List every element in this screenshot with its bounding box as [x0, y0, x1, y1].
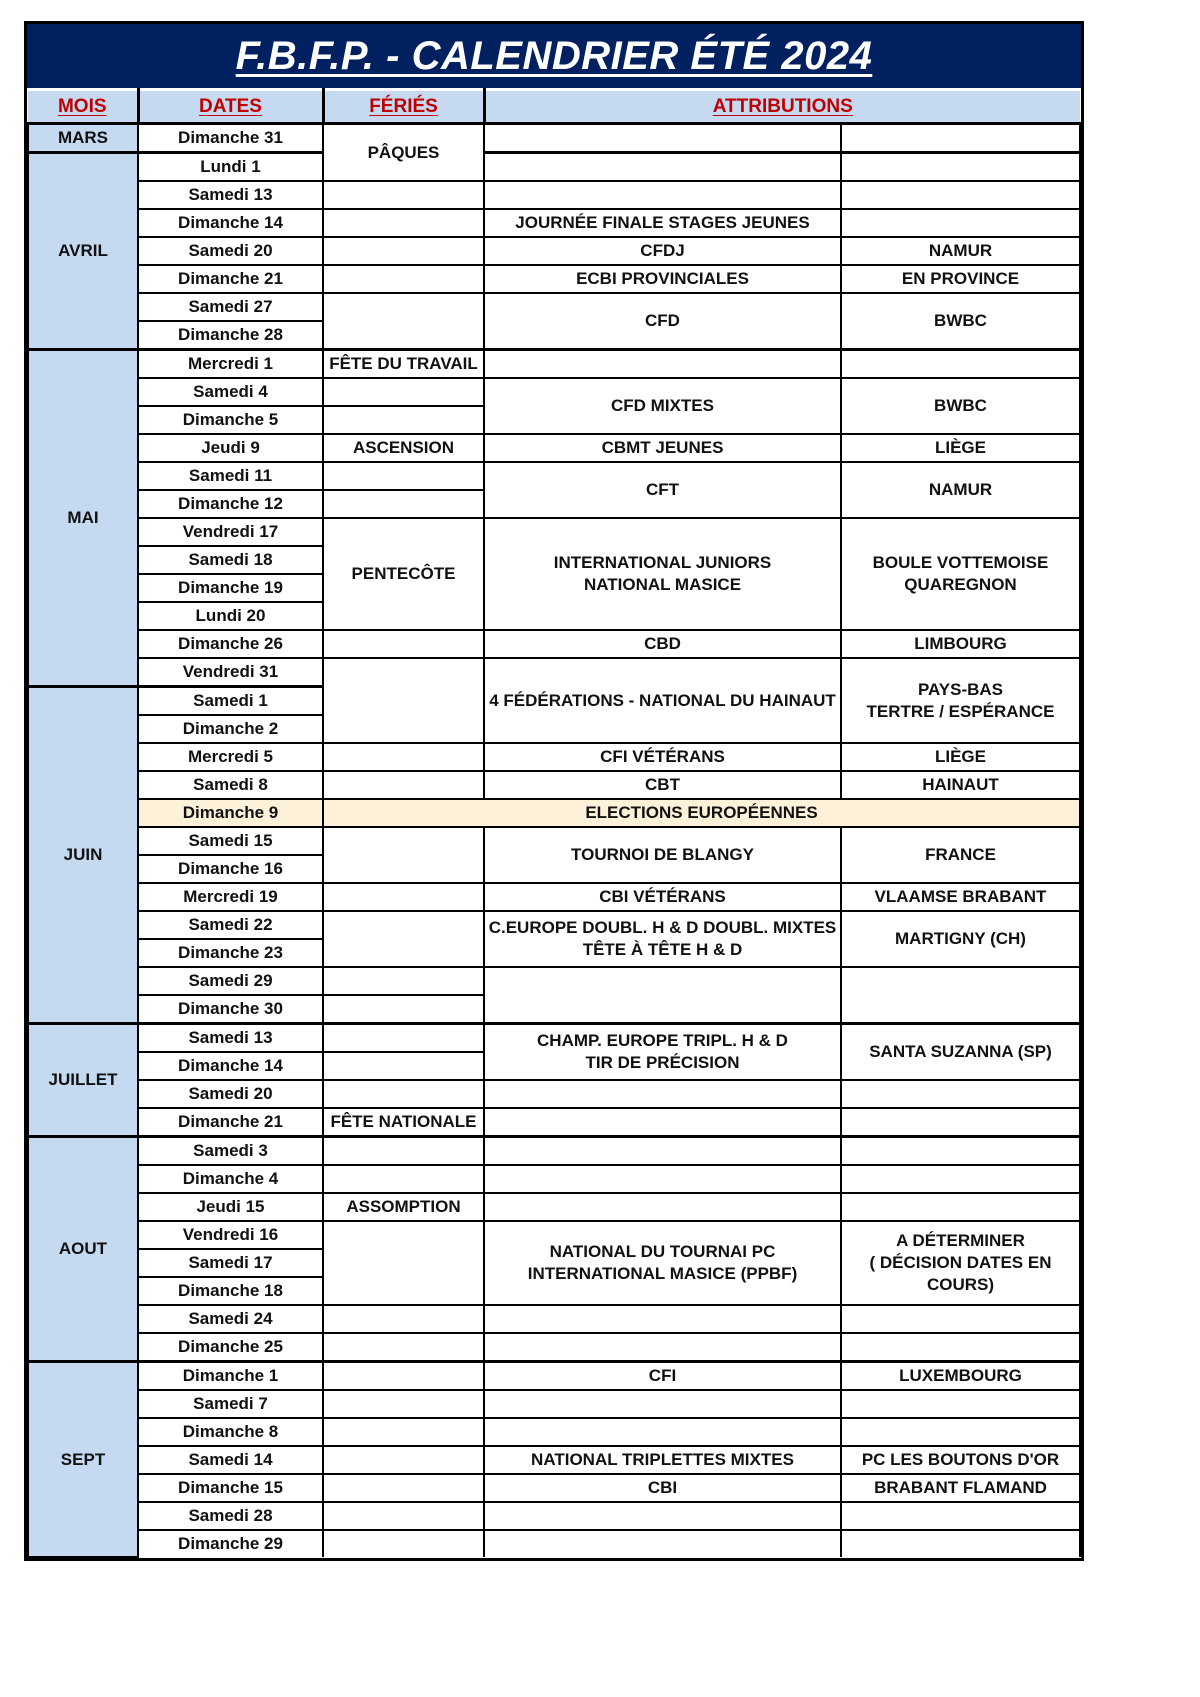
event-cell: 4 FÉDÉRATIONS - NATIONAL DU HAINAUT — [484, 658, 841, 743]
table-row — [28, 743, 1080, 771]
event-cell — [484, 1165, 841, 1193]
holiday-cell — [323, 293, 484, 350]
table-row — [28, 630, 1080, 658]
month-cell: AVRIL — [28, 153, 138, 350]
event-cell — [484, 181, 841, 209]
date-cell: Samedi 27 — [138, 293, 323, 321]
location-cell — [841, 153, 1080, 182]
date-cell: Dimanche 30 — [138, 995, 323, 1024]
location-cell: BOULE VOTTEMOISE QUAREGNON — [841, 518, 1080, 630]
month-cell: AOUT — [28, 1137, 138, 1362]
location-cell: VLAAMSE BRABANT — [841, 883, 1080, 911]
date-cell: Dimanche 8 — [138, 1418, 323, 1446]
table-row — [28, 771, 1080, 799]
table-row — [28, 1530, 1080, 1557]
event-cell: C.EUROPE DOUBL. H & D DOUBL. MIXTES TÊTE À TÊTE H & D — [484, 911, 841, 967]
holiday-cell — [323, 1418, 484, 1446]
holiday-cell — [323, 1080, 484, 1108]
location-cell — [841, 967, 1080, 1024]
holiday-cell — [323, 771, 484, 799]
holiday-cell — [323, 1052, 484, 1080]
table-row — [28, 462, 1080, 490]
holiday-cell — [323, 1221, 484, 1305]
date-cell: Samedi 17 — [138, 1249, 323, 1277]
holiday-cell — [323, 911, 484, 967]
table-row — [28, 1137, 1080, 1166]
table-row — [28, 1165, 1080, 1193]
date-cell: Samedi 22 — [138, 911, 323, 939]
date-cell: Dimanche 26 — [138, 630, 323, 658]
location-cell: A DÉTERMINER ( DÉCISION DATES EN COURS) — [841, 1221, 1080, 1305]
date-cell: Samedi 14 — [138, 1446, 323, 1474]
location-cell — [841, 1193, 1080, 1221]
date-cell: Dimanche 31 — [138, 124, 323, 153]
holiday-cell — [323, 378, 484, 406]
date-cell: Dimanche 12 — [138, 490, 323, 518]
holiday-cell — [323, 883, 484, 911]
event-cell: CBT — [484, 771, 841, 799]
date-cell: Dimanche 21 — [138, 1108, 323, 1137]
date-cell: Mercredi 1 — [138, 350, 323, 379]
event-cell: ECBI PROVINCIALES — [484, 265, 841, 293]
event-cell — [484, 1193, 841, 1221]
header-mois: MOIS — [28, 90, 138, 124]
table-row — [28, 153, 1080, 182]
date-cell: Dimanche 16 — [138, 855, 323, 883]
event-cell — [484, 1530, 841, 1557]
date-cell: Samedi 1 — [138, 687, 323, 716]
title-bar — [27, 24, 1081, 88]
table-row — [28, 237, 1080, 265]
holiday-cell — [323, 265, 484, 293]
event-cell: NATIONAL TRIPLETTES MIXTES — [484, 1446, 841, 1474]
table-row — [28, 518, 1080, 546]
event-cell: INTERNATIONAL JUNIORS NATIONAL MASICE — [484, 518, 841, 630]
holiday-cell — [323, 1474, 484, 1502]
election-band: ELECTIONS EUROPÉENNES — [323, 799, 1080, 827]
event-cell — [484, 1502, 841, 1530]
event-cell — [484, 350, 841, 379]
location-cell — [841, 1080, 1080, 1108]
location-cell — [841, 181, 1080, 209]
month-cell: SEPT — [28, 1362, 138, 1558]
holiday-cell: ASSOMPTION — [323, 1193, 484, 1221]
holiday-cell — [323, 827, 484, 883]
date-cell: Samedi 28 — [138, 1502, 323, 1530]
date-cell: Dimanche 29 — [138, 1530, 323, 1557]
date-cell: Lundi 1 — [138, 153, 323, 182]
table-row — [28, 1418, 1080, 1446]
date-cell: Dimanche 18 — [138, 1277, 323, 1305]
date-cell: Samedi 4 — [138, 378, 323, 406]
table-row — [28, 1108, 1080, 1137]
table-row — [28, 350, 1080, 379]
table-row — [28, 1080, 1080, 1108]
event-cell — [484, 124, 841, 153]
location-cell: PAYS-BAS TERTRE / ESPÉRANCE — [841, 658, 1080, 743]
location-cell — [841, 1418, 1080, 1446]
table-row — [28, 1362, 1080, 1391]
event-cell: CFI — [484, 1362, 841, 1391]
event-cell: CFDJ — [484, 237, 841, 265]
table-row — [28, 911, 1080, 939]
table-row — [28, 181, 1080, 209]
location-cell: LUXEMBOURG — [841, 1362, 1080, 1391]
date-cell: Samedi 15 — [138, 827, 323, 855]
event-cell — [484, 1305, 841, 1333]
event-cell: CBI VÉTÉRANS — [484, 883, 841, 911]
header-feries: FÉRIÉS — [323, 90, 484, 124]
holiday-cell — [323, 1390, 484, 1418]
location-cell — [841, 1530, 1080, 1557]
table-row — [28, 799, 1080, 827]
date-cell: Jeudi 9 — [138, 434, 323, 462]
location-cell: NAMUR — [841, 462, 1080, 518]
table-row — [28, 209, 1080, 237]
table-row — [28, 124, 1080, 153]
location-cell: LIMBOURG — [841, 630, 1080, 658]
date-cell: Samedi 11 — [138, 462, 323, 490]
location-cell: BRABANT FLAMAND — [841, 1474, 1080, 1502]
event-cell: CBI — [484, 1474, 841, 1502]
page-title: F.B.F.P. - CALENDRIER ÉTÉ 2024 — [235, 33, 873, 78]
location-cell — [841, 1333, 1080, 1362]
date-cell: Jeudi 15 — [138, 1193, 323, 1221]
table-row — [28, 883, 1080, 911]
location-cell: LIÈGE — [841, 434, 1080, 462]
holiday-cell: PENTECÔTE — [323, 518, 484, 630]
event-cell — [484, 1137, 841, 1166]
date-cell: Dimanche 5 — [138, 406, 323, 434]
table-row — [28, 1305, 1080, 1333]
event-cell — [484, 967, 841, 1024]
date-cell: Samedi 24 — [138, 1305, 323, 1333]
table-row — [28, 658, 1080, 687]
date-cell: Samedi 13 — [138, 181, 323, 209]
date-cell: Samedi 20 — [138, 237, 323, 265]
holiday-cell — [323, 1502, 484, 1530]
location-cell: BWBC — [841, 293, 1080, 350]
date-cell: Samedi 7 — [138, 1390, 323, 1418]
holiday-cell — [323, 1137, 484, 1166]
date-cell: Dimanche 19 — [138, 574, 323, 602]
holiday-cell — [323, 995, 484, 1024]
event-cell: TOURNOI DE BLANGY — [484, 827, 841, 883]
location-cell: LIÈGE — [841, 743, 1080, 771]
header-attributions: ATTRIBUTIONS — [484, 90, 1080, 124]
date-cell: Dimanche 21 — [138, 265, 323, 293]
table-row — [28, 1446, 1080, 1474]
month-cell: MARS — [28, 124, 138, 153]
holiday-cell: ASCENSION — [323, 434, 484, 462]
date-cell: Dimanche 9 — [138, 799, 323, 827]
date-cell: Mercredi 5 — [138, 743, 323, 771]
event-cell: CHAMP. EUROPE TRIPL. H & D TIR DE PRÉCISION — [484, 1024, 841, 1081]
event-cell: CFD MIXTES — [484, 378, 841, 434]
table-row — [28, 293, 1080, 321]
holiday-cell — [323, 743, 484, 771]
header-dates: DATES — [138, 90, 323, 124]
location-cell — [841, 1390, 1080, 1418]
date-cell: Samedi 18 — [138, 546, 323, 574]
event-cell: CBD — [484, 630, 841, 658]
event-cell: NATIONAL DU TOURNAI PC INTERNATIONAL MASICE (PPBF) — [484, 1221, 841, 1305]
location-cell — [841, 1108, 1080, 1137]
table-row — [28, 1333, 1080, 1362]
location-cell: EN PROVINCE — [841, 265, 1080, 293]
location-cell — [841, 124, 1080, 153]
calendar-body — [28, 124, 1080, 1558]
date-cell: Samedi 3 — [138, 1137, 323, 1166]
date-cell: Samedi 13 — [138, 1024, 323, 1053]
date-cell: Samedi 8 — [138, 771, 323, 799]
event-cell — [484, 1333, 841, 1362]
table-row — [28, 378, 1080, 406]
location-cell: HAINAUT — [841, 771, 1080, 799]
holiday-cell — [323, 967, 484, 995]
location-cell: FRANCE — [841, 827, 1080, 883]
location-cell: SANTA SUZANNA (SP) — [841, 1024, 1080, 1081]
date-cell: Mercredi 19 — [138, 883, 323, 911]
header-row — [28, 90, 1080, 124]
holiday-cell — [323, 1165, 484, 1193]
date-cell: Samedi 20 — [138, 1080, 323, 1108]
holiday-cell — [323, 1333, 484, 1362]
table-row — [28, 967, 1080, 995]
location-cell — [841, 1165, 1080, 1193]
event-cell: JOURNÉE FINALE STAGES JEUNES — [484, 209, 841, 237]
holiday-cell: FÊTE DU TRAVAIL — [323, 350, 484, 379]
location-cell — [841, 1502, 1080, 1530]
event-cell: CFD — [484, 293, 841, 350]
calendar-table — [27, 88, 1081, 1558]
date-cell: Vendredi 16 — [138, 1221, 323, 1249]
table-row — [28, 1502, 1080, 1530]
calendar-sheet — [24, 21, 1084, 1561]
date-cell: Vendredi 17 — [138, 518, 323, 546]
holiday-cell — [323, 1024, 484, 1053]
location-cell — [841, 209, 1080, 237]
table-row — [28, 1474, 1080, 1502]
holiday-cell — [323, 1305, 484, 1333]
date-cell: Dimanche 23 — [138, 939, 323, 967]
table-row — [28, 1193, 1080, 1221]
table-row — [28, 827, 1080, 855]
table-row — [28, 1221, 1080, 1249]
holiday-cell — [323, 181, 484, 209]
event-cell — [484, 1108, 841, 1137]
holiday-cell — [323, 490, 484, 518]
holiday-cell — [323, 630, 484, 658]
event-cell — [484, 1080, 841, 1108]
date-cell: Vendredi 31 — [138, 658, 323, 687]
holiday-cell — [323, 209, 484, 237]
location-cell — [841, 1305, 1080, 1333]
holiday-cell — [323, 462, 484, 490]
date-cell: Dimanche 28 — [138, 321, 323, 350]
location-cell: BWBC — [841, 378, 1080, 434]
event-cell: CFT — [484, 462, 841, 518]
event-cell — [484, 1390, 841, 1418]
event-cell — [484, 1418, 841, 1446]
date-cell: Dimanche 2 — [138, 715, 323, 743]
date-cell: Dimanche 25 — [138, 1333, 323, 1362]
table-row — [28, 1390, 1080, 1418]
holiday-cell: FÊTE NATIONALE — [323, 1108, 484, 1137]
month-cell: JUILLET — [28, 1024, 138, 1137]
table-row — [28, 434, 1080, 462]
holiday-cell — [323, 658, 484, 743]
date-cell: Lundi 20 — [138, 602, 323, 630]
date-cell: Dimanche 14 — [138, 209, 323, 237]
location-cell — [841, 350, 1080, 379]
holiday-cell — [323, 1446, 484, 1474]
date-cell: Dimanche 1 — [138, 1362, 323, 1391]
event-cell: CFI VÉTÉRANS — [484, 743, 841, 771]
holiday-cell — [323, 1362, 484, 1391]
date-cell: Dimanche 15 — [138, 1474, 323, 1502]
month-cell: MAI — [28, 350, 138, 687]
date-cell: Dimanche 4 — [138, 1165, 323, 1193]
location-cell: MARTIGNY (CH) — [841, 911, 1080, 967]
location-cell: NAMUR — [841, 237, 1080, 265]
holiday-cell: PÂQUES — [323, 124, 484, 182]
table-row — [28, 265, 1080, 293]
table-row — [28, 1024, 1080, 1053]
holiday-cell — [323, 1530, 484, 1557]
month-cell: JUIN — [28, 687, 138, 1024]
holiday-cell — [323, 406, 484, 434]
location-cell: PC LES BOUTONS D'OR — [841, 1446, 1080, 1474]
location-cell — [841, 1137, 1080, 1166]
holiday-cell — [323, 237, 484, 265]
date-cell: Samedi 29 — [138, 967, 323, 995]
event-cell — [484, 153, 841, 182]
date-cell: Dimanche 14 — [138, 1052, 323, 1080]
event-cell: CBMT JEUNES — [484, 434, 841, 462]
